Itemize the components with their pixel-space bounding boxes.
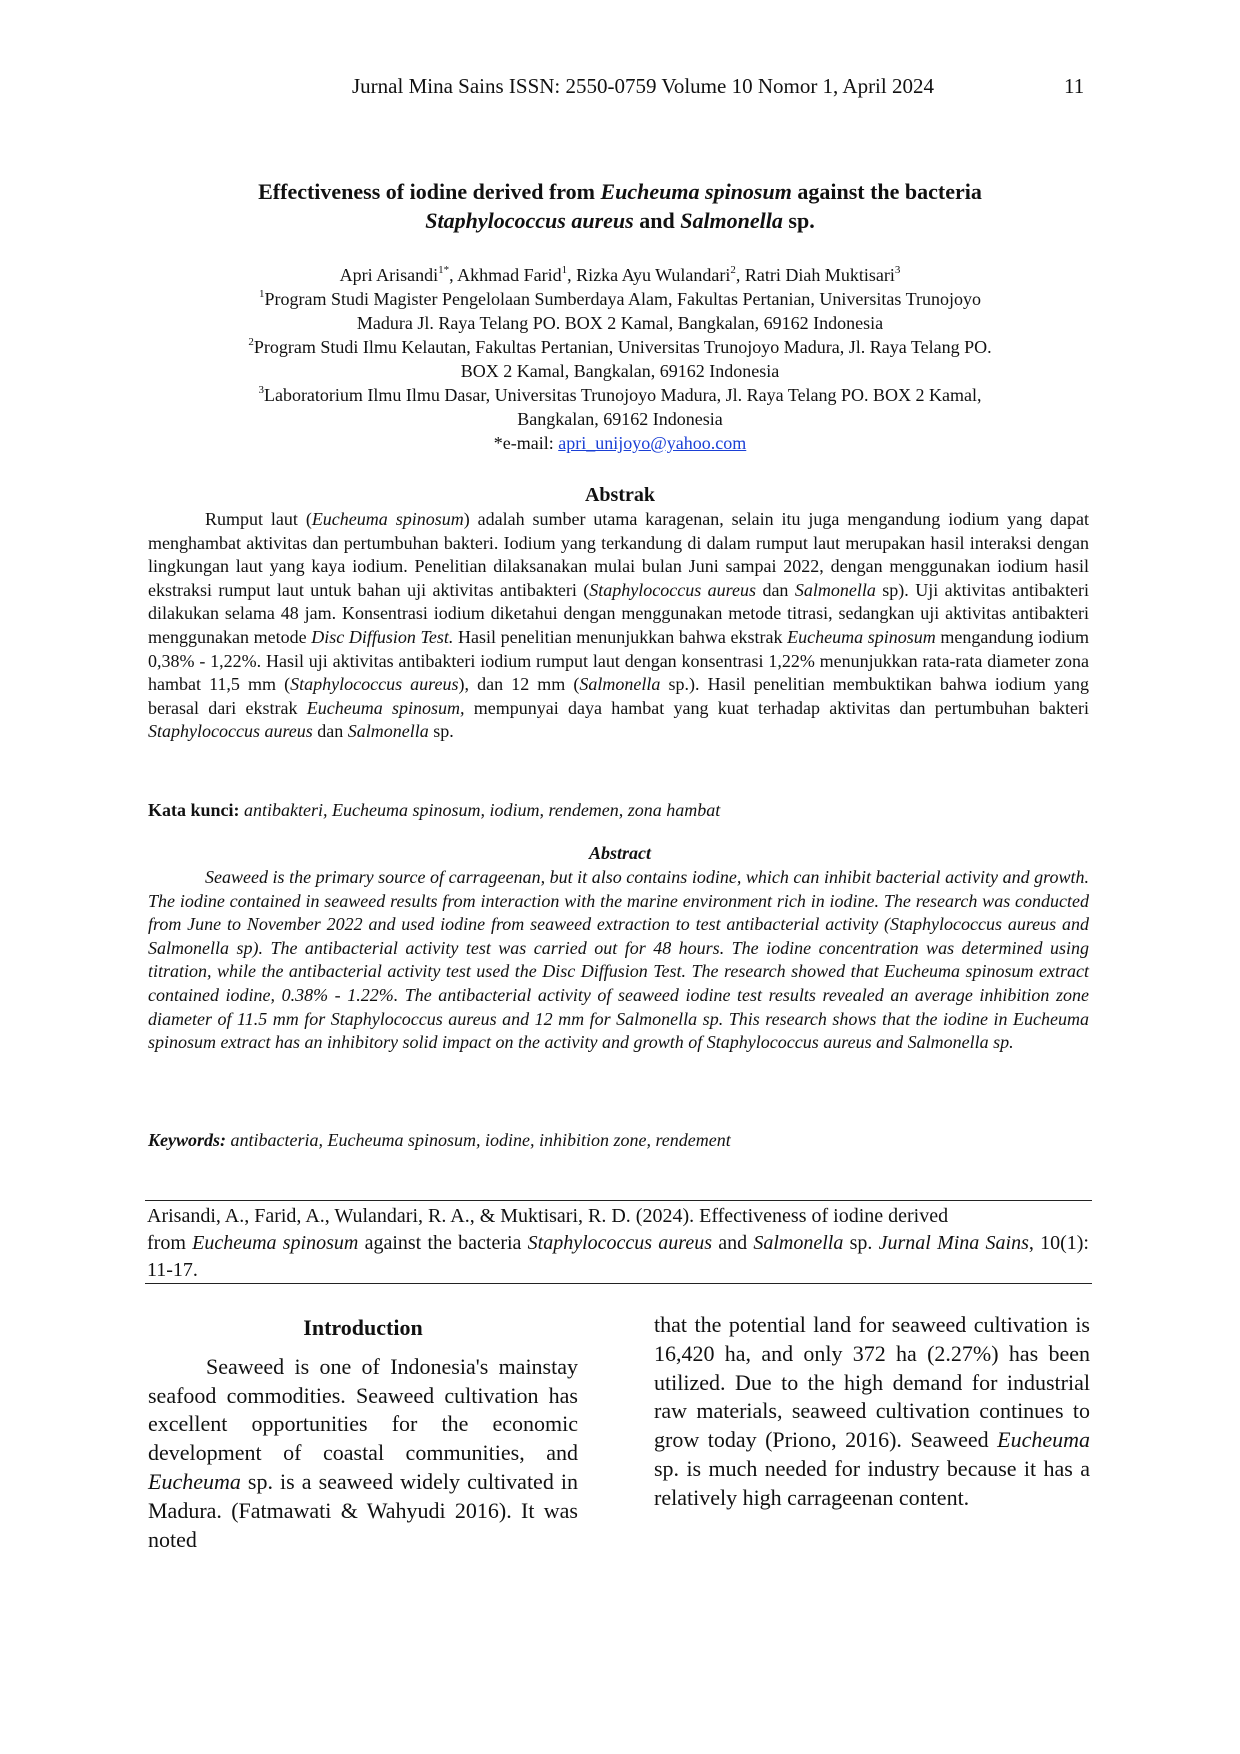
abstrak-italic: Eucheuma spinosum	[311, 509, 464, 529]
title-species: Staphylococcus aureus	[425, 208, 634, 233]
title-text: sp.	[782, 208, 815, 233]
author-affiliation-mark: 3	[894, 264, 901, 276]
abstrak-italic: Salmonella	[579, 674, 661, 695]
body-column-right	[654, 1311, 1090, 1513]
affiliation-3-cont: Bangkalan, 69162 Indonesia	[517, 409, 723, 429]
author-name: , Ratri Diah Muktisari	[735, 265, 895, 285]
abstrak-text: sp.). Hasil penelitian membuktikan bahwa iodium yang berasal dari ekstrak	[148, 674, 1090, 718]
affiliation-3	[160, 383, 1080, 407]
abstrak-text: dan	[756, 579, 795, 600]
article-title	[150, 177, 1090, 235]
abstract-paragraph: Seaweed is the primary source of carrageenan, but it also contains iodine, which can inhibit bacterial activity and growth. The iodine contained in seaweed results from interaction with the marine environment rich in iodine. The research was conducted from June to November 2022 and used iodine from seaweed extraction to test antibacterial activity (Staphylococcus aureus and Salmonella sp). The antibacterial activity test was carried out for 48 hours. The iodine concentration was determined using titration, while the antibacterial activity test used the Disc Diffusion Test. The research showed that Eucheuma spinosum extract contained iodine, 0.38% - 1.22%. The antibacterial activity of seaweed iodine test results revealed an average inhibition zone diameter of 11.5 mm for Staphylococcus aureus and 12 mm for Salmonella sp. This research shows that the iodine in Eucheuma spinosum extract has an inhibitory solid impact on the activity and growth of Staphylococcus aureus and Salmonella sp.	[148, 867, 1089, 1053]
title-species: Salmonella	[680, 208, 783, 233]
author-name: Apri Arisandi	[339, 265, 439, 285]
author-affiliation-mark: 1	[561, 264, 568, 276]
abstrak-text: sp.	[428, 721, 454, 742]
affiliation-1-cont: Madura Jl. Raya Telang PO. BOX 2 Kamal, Bangkalan, 69162 Indonesia	[356, 313, 884, 333]
citation-box	[147, 1203, 1089, 1284]
abstrak-italic: Eucheuma spinosum,	[306, 697, 465, 718]
title-species: Eucheuma spinosum	[600, 179, 792, 204]
abstrak-text: ), dan 12 mm (	[458, 674, 580, 695]
abstrak-italic: Eucheuma spinosum	[787, 626, 936, 647]
abstrak-italic: Staphylococcus aureus	[148, 721, 313, 742]
affiliation-text: Program Studi Ilmu Kelautan, Fakultas Pertanian, Universitas Trunojoyo Madura, Jl. Raya Telang PO.	[253, 337, 992, 357]
abstract-body	[148, 866, 1089, 1055]
citation-divider-bottom	[145, 1283, 1092, 1284]
keywords-label: Keywords:	[148, 1130, 226, 1150]
author-list	[160, 263, 1080, 287]
citation-divider-top	[145, 1200, 1092, 1201]
author-name: , Rizka Ayu Wulandari	[567, 265, 731, 285]
author-affiliation-mark: 2	[730, 264, 736, 276]
affiliation-mark: 1	[259, 288, 265, 300]
page-number: 11	[1064, 74, 1085, 98]
email-line	[160, 431, 1080, 455]
citation-text: , 10(1): 11-17.	[147, 1232, 1089, 1281]
title-text: Effectiveness of iodine derived from	[258, 179, 601, 204]
keywords-value: antibacteria, Eucheuma spinosum, iodine, inhibition zone, rendement	[226, 1130, 731, 1150]
title-text: against the bacteria	[791, 179, 982, 204]
abstrak-italic: Staphylococcus aureus	[290, 674, 459, 695]
abstrak-text: mempunyai daya hambat yang kuat terhadap aktivitas dan pertumbuhan bakteri	[464, 697, 1090, 718]
abstrak-paragraph	[148, 508, 1089, 744]
affiliation-2	[160, 335, 1080, 359]
abstrak-text: mengandung iodium 0,38% - 1,22%. Hasil uji aktivitas antibakteri iodium rumput laut dengan konsentrasi 1,22% menunjukkan rata-rata diameter zona hambat 11,5 mm (	[148, 626, 1090, 695]
citation-line: Arisandi, A., Farid, A., Wulandari, R. A., & Muktisari, R. D. (2024). Effectiveness of iodine derived	[147, 1205, 949, 1227]
abstrak-italic: Salmonella	[347, 721, 429, 742]
abstrak-text: ) adalah sumber utama karagenan, selain itu juga mengandung iodium yang dapat menghambat aktivitas dan pertumbuhan bakteri. Iodium yang terkandung di dalam rumput laut merupakan hasil interaksi dengan lingkungan laut yang kaya iodium. Penelitian dilaksanakan mulai bulan Juni sampai 2022, dengan menggunakan iodium hasil ekstraksi rumput laut untuk bahan uji aktivitas antibakteri (	[148, 509, 1089, 600]
body-text: Seaweed is one of Indonesia's mainstay seafood commodities. Seaweed cultivation has excellent opportunities for the economic development of coastal communities, and	[148, 1353, 578, 1466]
abstrak-text: Hasil penelitian menunjukkan bahwa ekstrak	[453, 626, 788, 647]
introduction-paragraph-cont	[654, 1311, 1090, 1513]
citation-journal: Jurnal Mina Sains	[878, 1232, 1029, 1254]
introduction-heading: Introduction	[303, 1315, 423, 1340]
author-block	[160, 263, 1080, 455]
author-affiliation-mark: 1*	[438, 264, 450, 276]
author-name: , Akhmad Farid	[449, 265, 562, 285]
affiliation-text: Laboratorium Ilmu Ilmu Dasar, Universitas Trunojoyo Madura, Jl. Raya Telang PO. BOX 2 Kamal,	[263, 385, 982, 405]
keywords	[148, 1128, 1089, 1152]
citation-text: against the bacteria	[358, 1232, 528, 1254]
introduction-paragraph	[148, 1353, 578, 1555]
abstrak-text: Rumput laut (	[205, 509, 312, 529]
citation-text: from	[147, 1232, 193, 1254]
email-label: *e-mail:	[493, 433, 559, 453]
body-text: sp. is a seaweed widely cultivated in Madura. (Fatmawati & Wahyudi 2016). It was noted	[148, 1468, 578, 1552]
affiliation-text: Program Studi Magister Pengelolaan Sumberdaya Alam, Fakultas Pertanian, Universitas Trunojoyo	[264, 289, 981, 309]
body-text: that the potential land for seaweed cultivation is 16,420 ha, and only 372 ha (2.27%) has been utilized. Due to the high demand for industrial raw materials, seaweed cultivation continues to grow today (Priono, 2016). Seaweed	[654, 1312, 1090, 1453]
title-text: and	[633, 208, 681, 233]
abstrak-italic: Disc Diffusion Test.	[311, 626, 454, 647]
body-column-left	[148, 1314, 578, 1554]
citation-italic: Salmonella	[753, 1232, 844, 1254]
abstract-heading: Abstract	[588, 843, 651, 863]
journal-name: Jurnal Mina Sains ISSN: 2550-0759 Volume 10 Nomor 1, April 2024	[352, 74, 934, 98]
abstrak-text: dan	[312, 721, 348, 742]
email-link[interactable]: apri_unijoyo@yahoo.com	[558, 433, 747, 453]
abstrak-body	[148, 508, 1089, 744]
citation-text: sp.	[843, 1232, 879, 1254]
kata-kunci-label: Kata kunci:	[148, 800, 240, 820]
abstrak-heading: Abstrak	[584, 484, 655, 506]
citation-italic: Eucheuma spinosum	[192, 1232, 359, 1254]
citation-text: and	[712, 1232, 754, 1254]
citation-italic: Staphylococcus aureus	[527, 1232, 712, 1254]
kata-kunci-value: antibakteri, Eucheuma spinosum, iodium, rendemen, zona hambat	[239, 800, 721, 820]
abstrak-text: sp). Uji aktivitas antibakteri dilakukan selama 48 jam. Konsentrasi iodium diketahui dengan menggunakan metode titrasi, sedangkan uji aktivitas antibakteri menggunakan metode	[148, 579, 1090, 647]
abstrak-italic: Salmonella	[794, 579, 876, 600]
affiliation-1	[160, 287, 1080, 311]
kata-kunci	[148, 798, 1089, 822]
affiliation-mark: 3	[258, 384, 264, 396]
body-italic: Eucheuma	[148, 1468, 241, 1494]
affiliation-mark: 2	[248, 336, 254, 348]
affiliation-2-cont: BOX 2 Kamal, Bangkalan, 69162 Indonesia	[460, 361, 780, 381]
body-text: sp. is much needed for industry because it has a relatively high carrageenan content.	[654, 1455, 1090, 1510]
abstrak-italic: Staphylococcus aureus	[589, 579, 757, 600]
body-italic: Eucheuma	[997, 1427, 1090, 1453]
